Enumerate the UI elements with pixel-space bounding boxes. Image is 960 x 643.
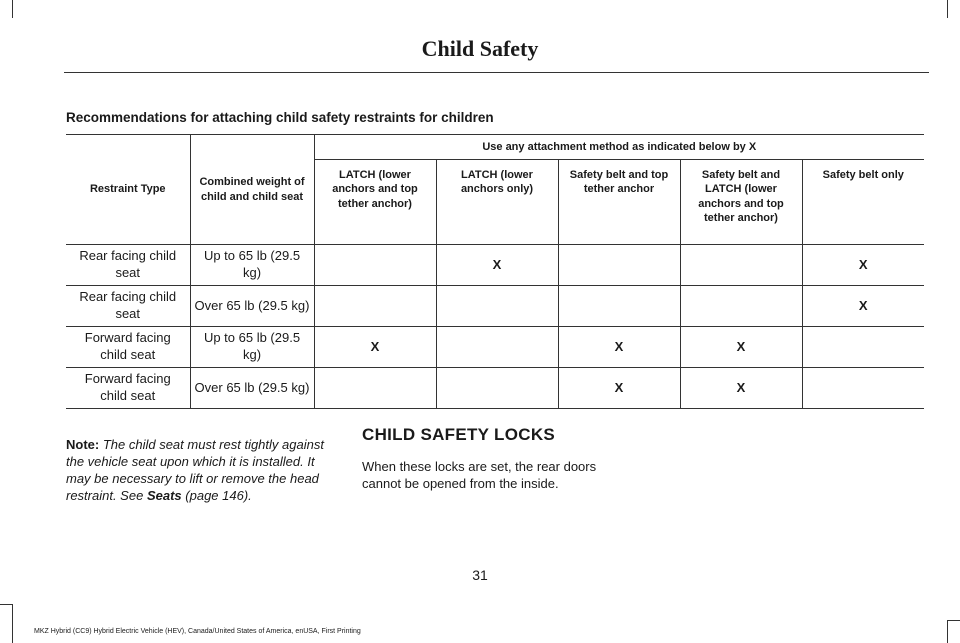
section-heading: CHILD SAFETY LOCKS [362,425,556,444]
header-restraint-type: Restraint Type [66,135,190,245]
row-mark [802,327,924,368]
row-restraint-type: Forward facing child seat [66,327,190,368]
row-weight: Over 65 lb (29.5 kg) [190,368,314,409]
page-number: 31 [472,567,488,583]
row-weight: Up to 65 lb (29.5 kg) [190,245,314,286]
note-reference-page: (page 146). [185,488,252,503]
row-weight: Up to 65 lb (29.5 kg) [190,327,314,368]
row-restraint-type: Forward facing child seat [66,368,190,409]
row-mark [314,368,436,409]
row-mark [802,368,924,409]
crop-mark-top-left [12,0,13,18]
note-reference-link[interactable]: Seats [146,488,182,503]
row-mark [314,286,436,327]
page-title: Child Safety [421,36,539,61]
row-mark: X [680,368,802,409]
row-weight: Over 65 lb (29.5 kg) [190,286,314,327]
crop-mark-bottom-left [12,604,13,643]
row-restraint-type: Rear facing child seat [66,245,190,286]
row-mark [558,245,680,286]
title-divider [64,72,929,73]
table-row [66,327,924,368]
row-mark: X [558,327,680,368]
row-mark [436,327,558,368]
row-mark [314,245,436,286]
header-combined-weight: Combined weight of child and child seat [190,135,314,245]
crop-mark-bottom-left-h [0,604,12,605]
row-mark: X [802,286,924,327]
crop-mark-bottom-right-h [947,620,960,621]
row-mark: X [436,245,558,286]
row-mark [680,245,802,286]
row-mark: X [802,245,924,286]
row-restraint-type: Rear facing child seat [66,286,190,327]
table-row [66,245,924,286]
row-mark: X [680,327,802,368]
row-mark [436,286,558,327]
header-method-latch-full: LATCH (lower anchors and top tether anchor) [314,160,436,245]
footer-text: MKZ Hybrid (CC9) Hybrid Electric Vehicle (HEV), Canada/United States of America, enUSA, First Printing [34,628,361,635]
crop-mark-top-right [947,0,948,18]
row-mark: X [314,327,436,368]
header-method-belt-latch: Safety belt and LATCH (lower anchors and top tether anchor) [680,160,802,245]
note-paragraph [66,436,338,504]
header-method-latch-lower: LATCH (lower anchors only) [436,160,558,245]
header-method-belt-tether: Safety belt and top tether anchor [558,160,680,245]
row-mark [558,286,680,327]
row-mark: X [558,368,680,409]
note-text: The child seat must rest tightly against the vehicle seat upon which it is installed. It may be necessary to lift or remove the head restraint. See [66,437,324,503]
table-caption: Recommendations for attaching child safety restraints for children [66,110,494,125]
section-body: When these locks are set, the rear doors cannot be opened from the inside. [362,459,597,491]
restraint-recommendation-table [66,134,924,409]
header-attachment-group: Use any attachment method as indicated below by X [314,135,924,160]
note-label: Note: [66,437,100,452]
crop-mark-bottom-right [947,620,948,643]
table-row [66,286,924,327]
row-mark [680,286,802,327]
header-method-belt-only: Safety belt only [802,160,924,245]
table-row [66,368,924,409]
row-mark [436,368,558,409]
